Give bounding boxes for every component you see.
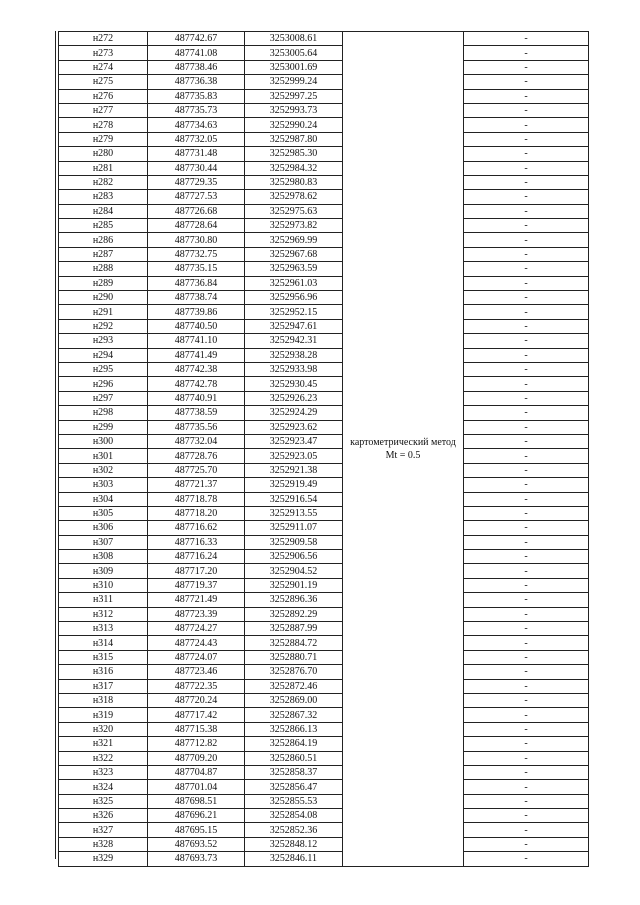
y-coordinate-cell: 3252926.23 [245, 391, 343, 405]
error-cell: - [464, 348, 589, 362]
point-id-cell: н309 [59, 564, 148, 578]
error-cell: - [464, 75, 589, 89]
point-id-cell: н297 [59, 391, 148, 405]
x-coordinate-cell: 487695.15 [148, 823, 245, 837]
point-id-cell: н294 [59, 348, 148, 362]
table-row [59, 535, 589, 549]
table-row [59, 679, 589, 693]
y-coordinate-cell: 3253008.61 [245, 32, 343, 46]
y-coordinate-cell: 3252884.72 [245, 636, 343, 650]
y-coordinate-cell: 3252973.82 [245, 219, 343, 233]
error-cell: - [464, 521, 589, 535]
error-cell: - [464, 204, 589, 218]
table-row [59, 233, 589, 247]
table-row [59, 434, 589, 448]
x-coordinate-cell: 487727.53 [148, 190, 245, 204]
x-coordinate-cell: 487732.05 [148, 132, 245, 146]
x-coordinate-cell: 487704.87 [148, 765, 245, 779]
x-coordinate-cell: 487734.63 [148, 118, 245, 132]
y-coordinate-cell: 3252846.11 [245, 852, 343, 866]
y-coordinate-cell: 3252923.62 [245, 420, 343, 434]
x-coordinate-cell: 487738.46 [148, 60, 245, 74]
point-id-cell: н285 [59, 219, 148, 233]
error-cell: - [464, 622, 589, 636]
x-coordinate-cell: 487720.24 [148, 693, 245, 707]
point-id-cell: н323 [59, 765, 148, 779]
y-coordinate-cell: 3252901.19 [245, 578, 343, 592]
x-coordinate-cell: 487742.67 [148, 32, 245, 46]
table-row [59, 132, 589, 146]
point-id-cell: н317 [59, 679, 148, 693]
y-coordinate-cell: 3252921.38 [245, 463, 343, 477]
error-cell: - [464, 607, 589, 621]
point-id-cell: н322 [59, 751, 148, 765]
point-id-cell: н301 [59, 449, 148, 463]
point-id-cell: н273 [59, 46, 148, 60]
table-row [59, 89, 589, 103]
point-id-cell: н307 [59, 535, 148, 549]
error-cell: - [464, 809, 589, 823]
x-coordinate-cell: 487736.84 [148, 276, 245, 290]
method-cell: картометрический метод Mt = 0.5 [343, 32, 464, 867]
table-row [59, 348, 589, 362]
y-coordinate-cell: 3252938.28 [245, 348, 343, 362]
point-id-cell: н312 [59, 607, 148, 621]
error-cell: - [464, 219, 589, 233]
x-coordinate-cell: 487731.48 [148, 147, 245, 161]
error-cell: - [464, 406, 589, 420]
y-coordinate-cell: 3252860.51 [245, 751, 343, 765]
y-coordinate-cell: 3252990.24 [245, 118, 343, 132]
x-coordinate-cell: 487721.49 [148, 593, 245, 607]
point-id-cell: н320 [59, 722, 148, 736]
error-cell: - [464, 852, 589, 866]
y-coordinate-cell: 3252963.59 [245, 262, 343, 276]
y-coordinate-cell: 3252864.19 [245, 737, 343, 751]
table-row [59, 391, 589, 405]
point-id-cell: н286 [59, 233, 148, 247]
error-cell: - [464, 434, 589, 448]
point-id-cell: н314 [59, 636, 148, 650]
table-row [59, 175, 589, 189]
table-row [59, 420, 589, 434]
point-id-cell: н300 [59, 434, 148, 448]
table-row [59, 247, 589, 261]
point-id-cell: н325 [59, 794, 148, 808]
coordinates-table [58, 31, 589, 867]
table-row [59, 722, 589, 736]
x-coordinate-cell: 487741.10 [148, 334, 245, 348]
table-row [59, 751, 589, 765]
x-coordinate-cell: 487709.20 [148, 751, 245, 765]
y-coordinate-cell: 3252942.31 [245, 334, 343, 348]
y-coordinate-cell: 3252961.03 [245, 276, 343, 290]
point-id-cell: н329 [59, 852, 148, 866]
point-id-cell: н310 [59, 578, 148, 592]
table-row [59, 578, 589, 592]
y-coordinate-cell: 3252975.63 [245, 204, 343, 218]
point-id-cell: н316 [59, 665, 148, 679]
y-coordinate-cell: 3252956.96 [245, 291, 343, 305]
error-cell: - [464, 794, 589, 808]
x-coordinate-cell: 487723.46 [148, 665, 245, 679]
point-id-cell: н313 [59, 622, 148, 636]
table-row [59, 593, 589, 607]
point-id-cell: н282 [59, 175, 148, 189]
x-coordinate-cell: 487723.39 [148, 607, 245, 621]
table-row [59, 636, 589, 650]
table-row [59, 60, 589, 74]
x-coordinate-cell: 487728.64 [148, 219, 245, 233]
x-coordinate-cell: 487730.44 [148, 161, 245, 175]
table-row [59, 291, 589, 305]
point-id-cell: н321 [59, 737, 148, 751]
point-id-cell: н284 [59, 204, 148, 218]
point-id-cell: н292 [59, 319, 148, 333]
y-coordinate-cell: 3252985.30 [245, 147, 343, 161]
x-coordinate-cell: 487728.76 [148, 449, 245, 463]
x-coordinate-cell: 487718.20 [148, 506, 245, 520]
error-cell: - [464, 319, 589, 333]
table-left-double-border [55, 31, 57, 859]
table-row [59, 262, 589, 276]
table-row [59, 492, 589, 506]
error-cell: - [464, 147, 589, 161]
point-id-cell: н305 [59, 506, 148, 520]
point-id-cell: н303 [59, 478, 148, 492]
error-cell: - [464, 118, 589, 132]
error-cell: - [464, 60, 589, 74]
point-id-cell: н277 [59, 103, 148, 117]
x-coordinate-cell: 487738.59 [148, 406, 245, 420]
x-coordinate-cell: 487729.35 [148, 175, 245, 189]
table-row [59, 794, 589, 808]
x-coordinate-cell: 487739.86 [148, 305, 245, 319]
point-id-cell: н318 [59, 693, 148, 707]
error-cell: - [464, 276, 589, 290]
x-coordinate-cell: 487742.38 [148, 362, 245, 376]
y-coordinate-cell: 3252866.13 [245, 722, 343, 736]
x-coordinate-cell: 487738.74 [148, 291, 245, 305]
error-cell: - [464, 765, 589, 779]
error-cell: - [464, 391, 589, 405]
coordinates-table-body [59, 32, 589, 867]
y-coordinate-cell: 3252872.46 [245, 679, 343, 693]
y-coordinate-cell: 3252930.45 [245, 377, 343, 391]
table-row [59, 449, 589, 463]
error-cell: - [464, 478, 589, 492]
table-row [59, 693, 589, 707]
x-coordinate-cell: 487701.04 [148, 780, 245, 794]
point-id-cell: н327 [59, 823, 148, 837]
point-id-cell: н287 [59, 247, 148, 261]
x-coordinate-cell: 487740.91 [148, 391, 245, 405]
table-row [59, 765, 589, 779]
table-row [59, 219, 589, 233]
table-row [59, 103, 589, 117]
table-row [59, 708, 589, 722]
y-coordinate-cell: 3252909.58 [245, 535, 343, 549]
table-row [59, 204, 589, 218]
x-coordinate-cell: 487693.73 [148, 852, 245, 866]
x-coordinate-cell: 487735.56 [148, 420, 245, 434]
point-id-cell: н319 [59, 708, 148, 722]
point-id-cell: н302 [59, 463, 148, 477]
error-cell: - [464, 190, 589, 204]
error-cell: - [464, 420, 589, 434]
y-coordinate-cell: 3252967.68 [245, 247, 343, 261]
error-cell: - [464, 679, 589, 693]
error-cell: - [464, 780, 589, 794]
table-row [59, 837, 589, 851]
point-id-cell: н308 [59, 550, 148, 564]
table-row [59, 161, 589, 175]
y-coordinate-cell: 3252978.62 [245, 190, 343, 204]
y-coordinate-cell: 3252869.00 [245, 693, 343, 707]
x-coordinate-cell: 487735.15 [148, 262, 245, 276]
error-cell: - [464, 305, 589, 319]
error-cell: - [464, 291, 589, 305]
y-coordinate-cell: 3252876.70 [245, 665, 343, 679]
error-cell: - [464, 262, 589, 276]
x-coordinate-cell: 487712.82 [148, 737, 245, 751]
error-cell: - [464, 506, 589, 520]
error-cell: - [464, 578, 589, 592]
x-coordinate-cell: 487735.73 [148, 103, 245, 117]
point-id-cell: н276 [59, 89, 148, 103]
table-row [59, 506, 589, 520]
error-cell: - [464, 449, 589, 463]
table-row [59, 118, 589, 132]
table-row [59, 737, 589, 751]
error-cell: - [464, 550, 589, 564]
table-row [59, 319, 589, 333]
table-row [59, 190, 589, 204]
y-coordinate-cell: 3252919.49 [245, 478, 343, 492]
error-cell: - [464, 175, 589, 189]
error-cell: - [464, 823, 589, 837]
point-id-cell: н304 [59, 492, 148, 506]
x-coordinate-cell: 487741.08 [148, 46, 245, 60]
error-cell: - [464, 334, 589, 348]
point-id-cell: н328 [59, 837, 148, 851]
x-coordinate-cell: 487715.38 [148, 722, 245, 736]
point-id-cell: н279 [59, 132, 148, 146]
point-id-cell: н278 [59, 118, 148, 132]
error-cell: - [464, 32, 589, 46]
error-cell: - [464, 463, 589, 477]
y-coordinate-cell: 3252913.55 [245, 506, 343, 520]
error-cell: - [464, 377, 589, 391]
y-coordinate-cell: 3253001.69 [245, 60, 343, 74]
table-row [59, 147, 589, 161]
table-row [59, 809, 589, 823]
table-row [59, 521, 589, 535]
error-cell: - [464, 636, 589, 650]
x-coordinate-cell: 487721.37 [148, 478, 245, 492]
y-coordinate-cell: 3252924.29 [245, 406, 343, 420]
error-cell: - [464, 103, 589, 117]
y-coordinate-cell: 3252852.36 [245, 823, 343, 837]
table-row [59, 607, 589, 621]
point-id-cell: н315 [59, 650, 148, 664]
y-coordinate-cell: 3252856.47 [245, 780, 343, 794]
point-id-cell: н311 [59, 593, 148, 607]
error-cell: - [464, 708, 589, 722]
table-row [59, 650, 589, 664]
y-coordinate-cell: 3252896.36 [245, 593, 343, 607]
table-row [59, 550, 589, 564]
point-id-cell: н306 [59, 521, 148, 535]
point-id-cell: н281 [59, 161, 148, 175]
x-coordinate-cell: 487724.43 [148, 636, 245, 650]
error-cell: - [464, 89, 589, 103]
point-id-cell: н274 [59, 60, 148, 74]
error-cell: - [464, 233, 589, 247]
x-coordinate-cell: 487726.68 [148, 204, 245, 218]
y-coordinate-cell: 3252858.37 [245, 765, 343, 779]
y-coordinate-cell: 3252892.29 [245, 607, 343, 621]
x-coordinate-cell: 487732.04 [148, 434, 245, 448]
x-coordinate-cell: 487716.24 [148, 550, 245, 564]
x-coordinate-cell: 487716.33 [148, 535, 245, 549]
error-cell: - [464, 665, 589, 679]
x-coordinate-cell: 487724.07 [148, 650, 245, 664]
table-row [59, 622, 589, 636]
y-coordinate-cell: 3252984.32 [245, 161, 343, 175]
x-coordinate-cell: 487725.70 [148, 463, 245, 477]
error-cell: - [464, 593, 589, 607]
error-cell: - [464, 564, 589, 578]
point-id-cell: н280 [59, 147, 148, 161]
y-coordinate-cell: 3252887.99 [245, 622, 343, 636]
y-coordinate-cell: 3252999.24 [245, 75, 343, 89]
table-row [59, 780, 589, 794]
error-cell: - [464, 46, 589, 60]
y-coordinate-cell: 3253005.64 [245, 46, 343, 60]
x-coordinate-cell: 487730.80 [148, 233, 245, 247]
table-row [59, 823, 589, 837]
table-row [59, 463, 589, 477]
table-row [59, 377, 589, 391]
y-coordinate-cell: 3252947.61 [245, 319, 343, 333]
table-row [59, 276, 589, 290]
x-coordinate-cell: 487742.78 [148, 377, 245, 391]
error-cell: - [464, 837, 589, 851]
x-coordinate-cell: 487735.83 [148, 89, 245, 103]
x-coordinate-cell: 487724.27 [148, 622, 245, 636]
point-id-cell: н296 [59, 377, 148, 391]
point-id-cell: н275 [59, 75, 148, 89]
point-id-cell: н288 [59, 262, 148, 276]
point-id-cell: н326 [59, 809, 148, 823]
x-coordinate-cell: 487722.35 [148, 679, 245, 693]
x-coordinate-cell: 487719.37 [148, 578, 245, 592]
x-coordinate-cell: 487696.21 [148, 809, 245, 823]
point-id-cell: н290 [59, 291, 148, 305]
error-cell: - [464, 535, 589, 549]
point-id-cell: н299 [59, 420, 148, 434]
y-coordinate-cell: 3252880.71 [245, 650, 343, 664]
point-id-cell: н295 [59, 362, 148, 376]
error-cell: - [464, 132, 589, 146]
y-coordinate-cell: 3252987.80 [245, 132, 343, 146]
y-coordinate-cell: 3252993.73 [245, 103, 343, 117]
table-row [59, 665, 589, 679]
x-coordinate-cell: 487693.52 [148, 837, 245, 851]
error-cell: - [464, 737, 589, 751]
y-coordinate-cell: 3252906.56 [245, 550, 343, 564]
table-row [59, 334, 589, 348]
error-cell: - [464, 161, 589, 175]
y-coordinate-cell: 3252923.47 [245, 434, 343, 448]
point-id-cell: н272 [59, 32, 148, 46]
error-cell: - [464, 722, 589, 736]
table-row [59, 406, 589, 420]
table-row [59, 305, 589, 319]
error-cell: - [464, 751, 589, 765]
point-id-cell: н324 [59, 780, 148, 794]
y-coordinate-cell: 3252904.52 [245, 564, 343, 578]
y-coordinate-cell: 3252916.54 [245, 492, 343, 506]
y-coordinate-cell: 3252854.08 [245, 809, 343, 823]
error-cell: - [464, 492, 589, 506]
x-coordinate-cell: 487741.49 [148, 348, 245, 362]
x-coordinate-cell: 487698.51 [148, 794, 245, 808]
error-cell: - [464, 693, 589, 707]
point-id-cell: н283 [59, 190, 148, 204]
x-coordinate-cell: 487736.38 [148, 75, 245, 89]
x-coordinate-cell: 487718.78 [148, 492, 245, 506]
y-coordinate-cell: 3252997.25 [245, 89, 343, 103]
y-coordinate-cell: 3252855.53 [245, 794, 343, 808]
error-cell: - [464, 650, 589, 664]
y-coordinate-cell: 3252848.12 [245, 837, 343, 851]
x-coordinate-cell: 487717.42 [148, 708, 245, 722]
y-coordinate-cell: 3252911.07 [245, 521, 343, 535]
table-row [59, 75, 589, 89]
y-coordinate-cell: 3252923.05 [245, 449, 343, 463]
point-id-cell: н291 [59, 305, 148, 319]
table-row [59, 46, 589, 60]
y-coordinate-cell: 3252980.83 [245, 175, 343, 189]
table-row [59, 564, 589, 578]
point-id-cell: н289 [59, 276, 148, 290]
x-coordinate-cell: 487732.75 [148, 247, 245, 261]
y-coordinate-cell: 3252867.32 [245, 708, 343, 722]
point-id-cell: н293 [59, 334, 148, 348]
y-coordinate-cell: 3252933.98 [245, 362, 343, 376]
error-cell: - [464, 247, 589, 261]
table-row [59, 32, 589, 46]
error-cell: - [464, 362, 589, 376]
point-id-cell: н298 [59, 406, 148, 420]
y-coordinate-cell: 3252952.15 [245, 305, 343, 319]
x-coordinate-cell: 487740.50 [148, 319, 245, 333]
y-coordinate-cell: 3252969.99 [245, 233, 343, 247]
x-coordinate-cell: 487717.20 [148, 564, 245, 578]
table-row [59, 852, 589, 866]
table-row [59, 478, 589, 492]
x-coordinate-cell: 487716.62 [148, 521, 245, 535]
table-row [59, 362, 589, 376]
